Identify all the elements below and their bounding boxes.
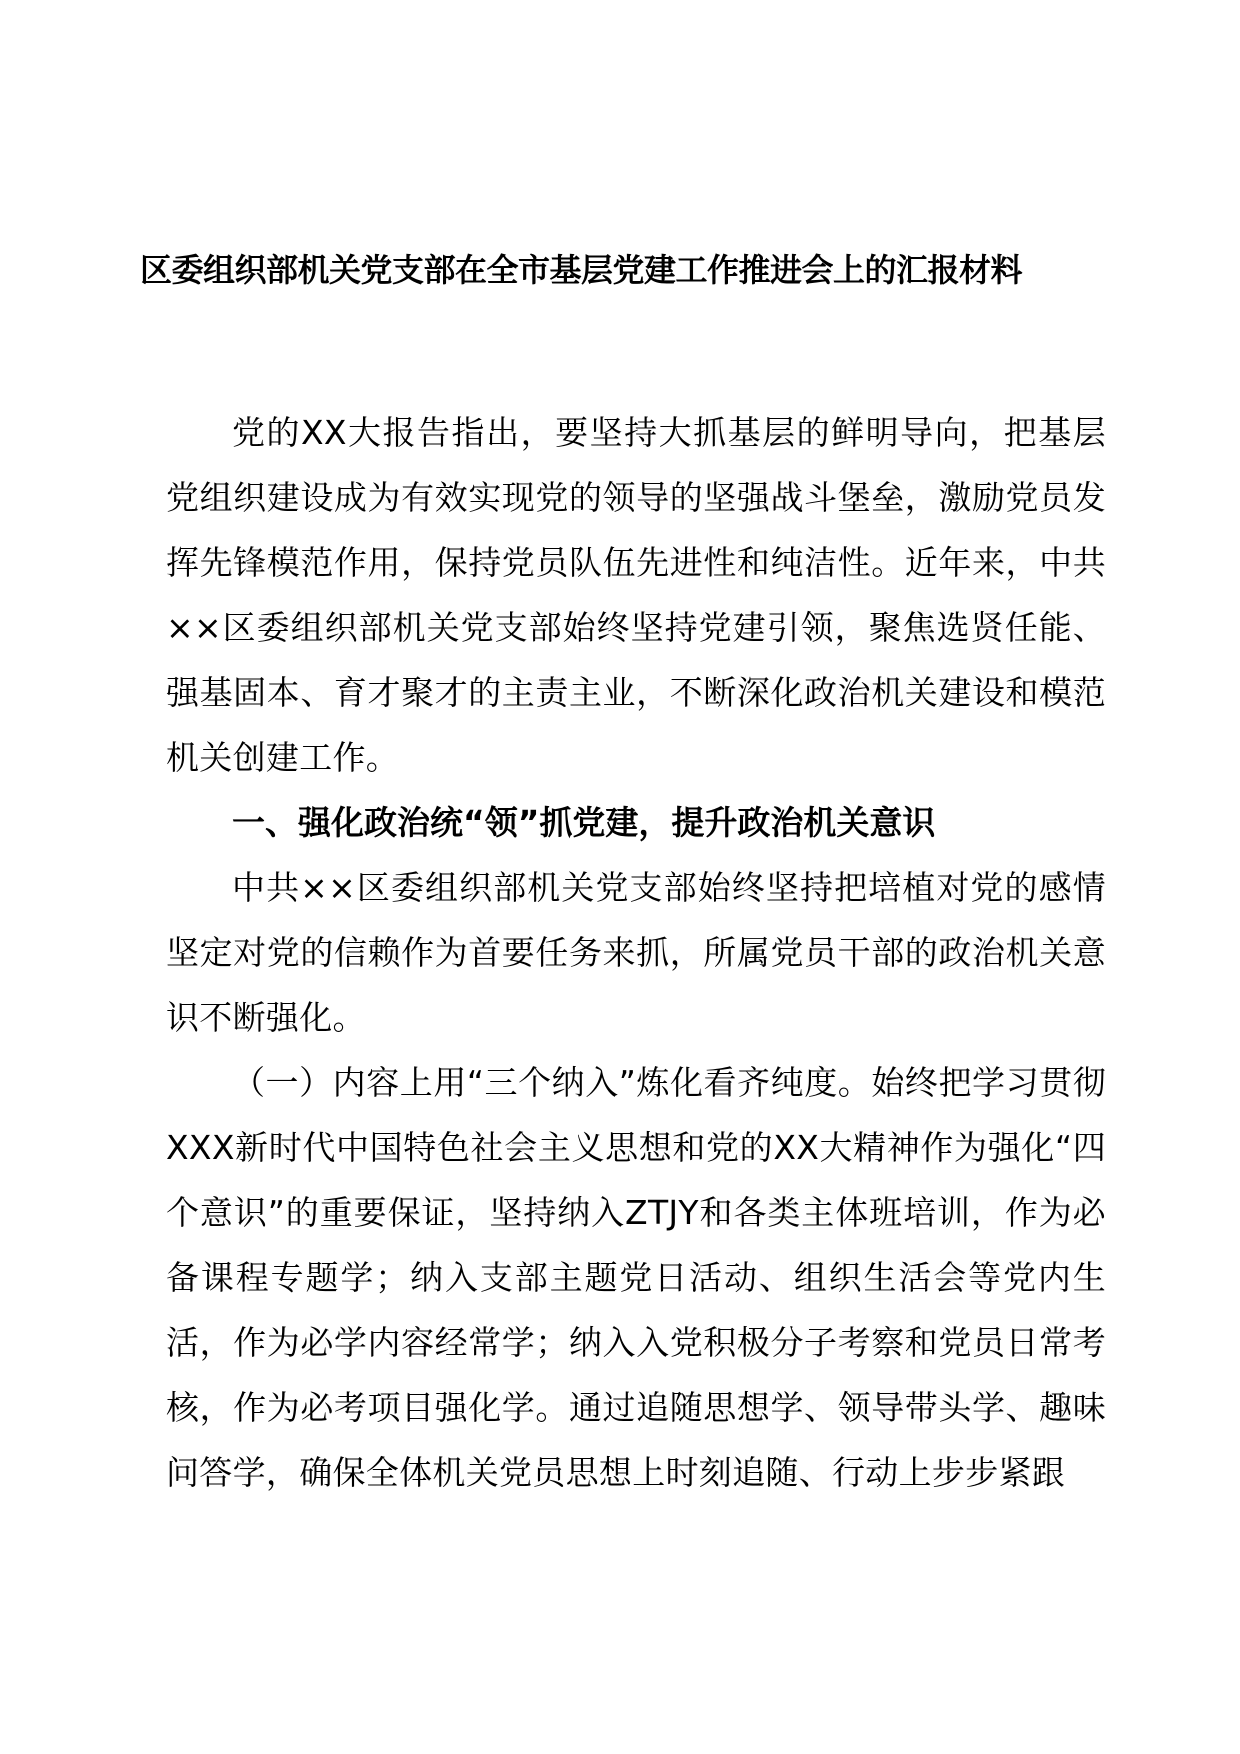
document-title: 区委组织部机关党支部在全市基层党建工作推进会上的汇报材料 bbox=[140, 251, 1023, 289]
intro-paragraph: 党的XX大报告指出，要坚持大抓基层的鲜明导向，把基层党组织建设成为有效实现党的领导的坚强战斗堡垒，激励党员发挥先锋模范作用，保持党员队伍先进性和纯洁性。近年来，中共××区委组织部机关党支部始终坚持党建引领，聚焦选贤任能、强基固本、育才聚才的主责主业，不断深化政治机关建设和模范机关创建工作。 bbox=[166, 413, 1106, 777]
subsection-paragraph: （一）内容上用“三个纳入”炼化看齐纯度。始终把学习贯彻XXX新时代中国特色社会主义思想和党的XX大精神作为强化“四个意识”的重要保证，坚持纳入ZTJY和各类主体班培训，作为必备课程专题学；纳入支部主题党日活动、组织生活会等党内生活，作为必学内容经常学；纳入入党积极分子考察和党员日常考核，作为必考项目强化学。通过追随思想学、领导带头学、趣味问答学，确保全体机关党员思想上时刻追随、行动上步步紧跟 bbox=[166, 1063, 1106, 1492]
section-paragraph: 中共××区委组织部机关党支部始终坚持把培植对党的感情坚定对党的信赖作为首要任务来抓，所属党员干部的政治机关意识不断强化。 bbox=[166, 868, 1106, 1037]
document-body bbox=[166, 400, 1106, 1505]
section-heading: 一、强化政治统“领”抓党建，提升政治机关意识 bbox=[232, 803, 936, 842]
